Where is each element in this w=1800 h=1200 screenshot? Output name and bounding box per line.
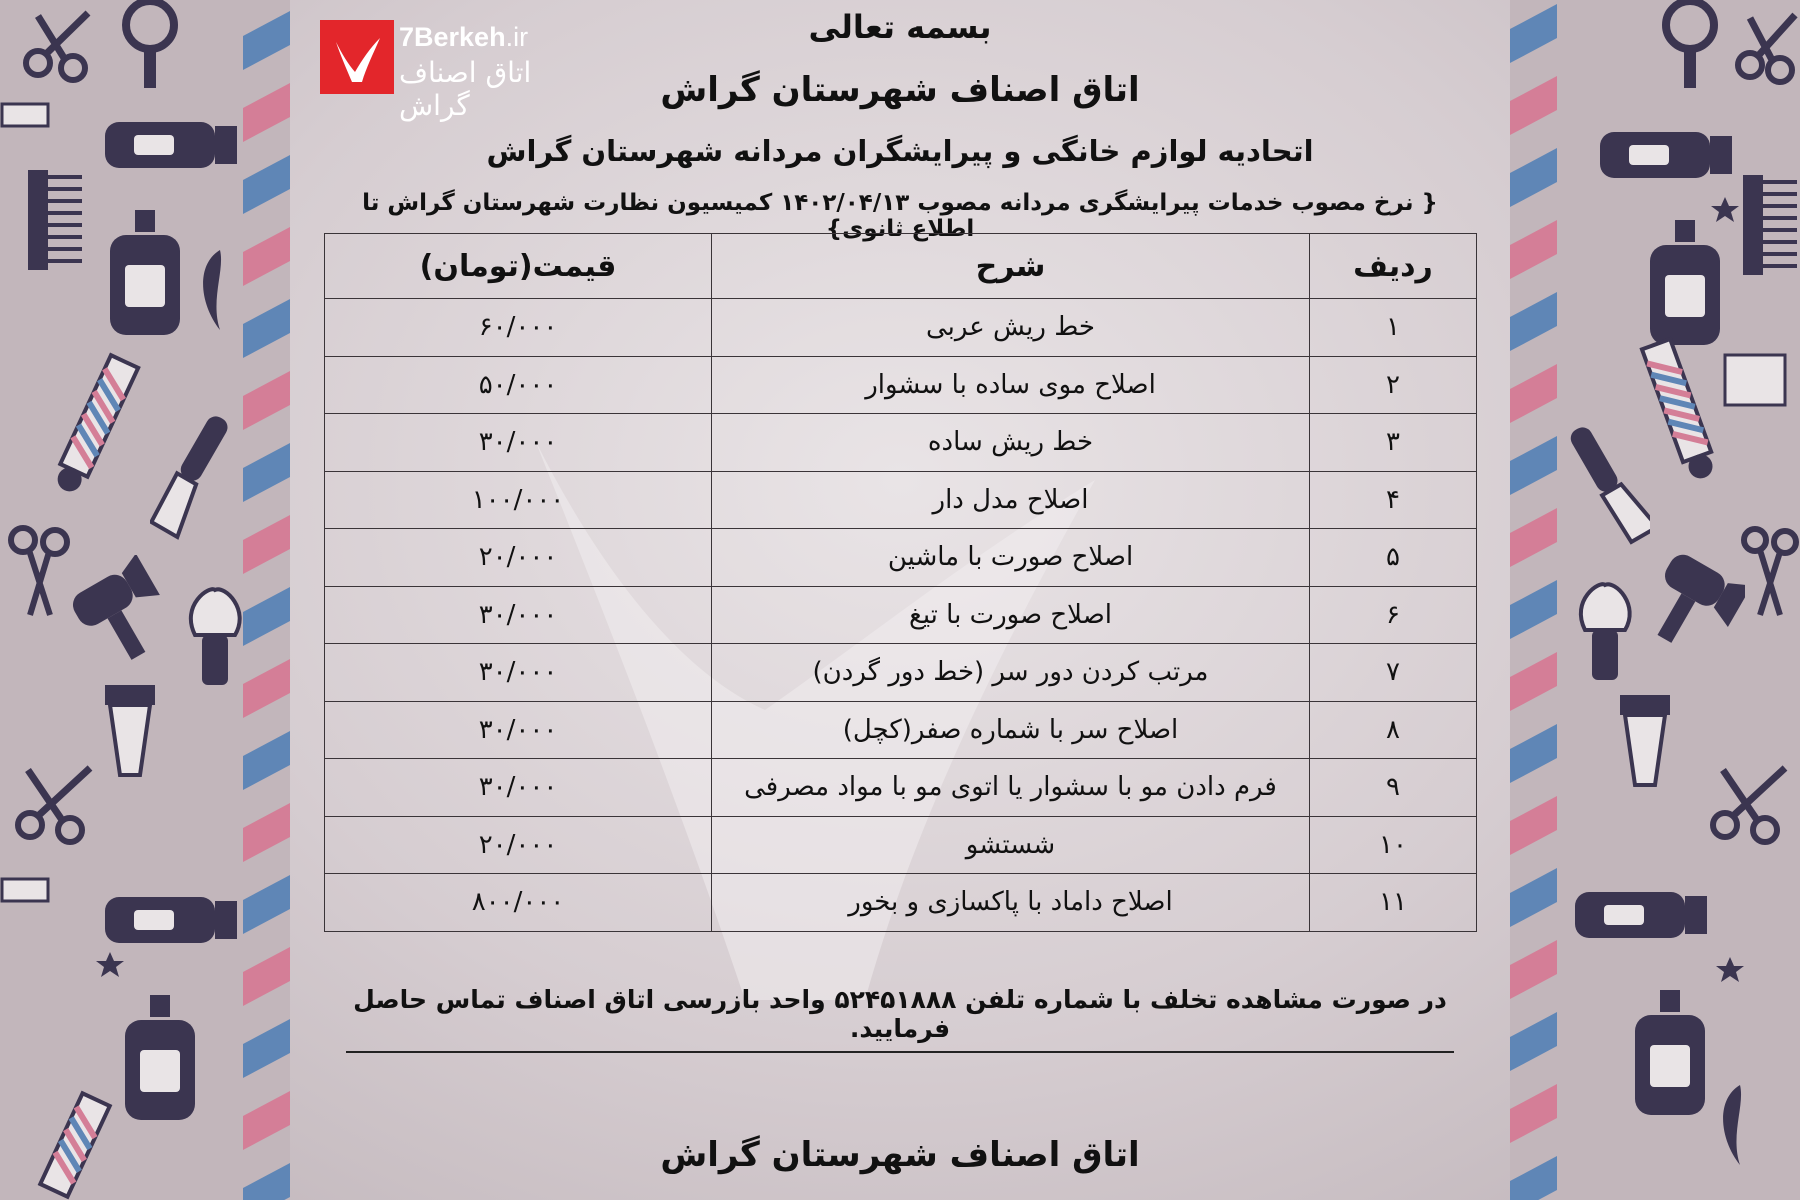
logo-site-name-bold: 7Berkeh — [399, 22, 506, 52]
service-price: ۲۰/۰۰۰ — [325, 529, 712, 587]
airmail-stripe — [1510, 76, 1557, 142]
service-price: ۱۰۰/۰۰۰ — [325, 471, 712, 529]
left-decorative-border — [0, 0, 290, 1200]
service-price: ۶۰/۰۰۰ — [325, 299, 712, 357]
mustache-icon — [1710, 1080, 1770, 1170]
airmail-stripe — [1510, 292, 1557, 358]
straight-razor-icon — [1570, 420, 1650, 550]
row-number: ۹ — [1310, 759, 1477, 817]
table-row — [325, 701, 1477, 759]
row-number: ۵ — [1310, 529, 1477, 587]
scissors-icon — [18, 8, 98, 88]
barber-pole-icon — [25, 1090, 125, 1200]
razor-blade-icon — [0, 100, 50, 130]
airmail-stripe — [243, 940, 290, 1006]
scissors-icon — [10, 760, 100, 850]
airmail-stripe — [1510, 724, 1557, 790]
row-number: ۴ — [1310, 471, 1477, 529]
hair-dryer-icon — [1645, 545, 1745, 655]
service-description: اصلاح صورت با ماشین — [712, 529, 1310, 587]
mirror-icon — [1650, 0, 1730, 90]
shaving-brush-icon — [1570, 580, 1640, 690]
header-row-number: ردیف — [1310, 234, 1477, 299]
table-row — [325, 586, 1477, 644]
row-number: ۳ — [1310, 414, 1477, 472]
service-price: ۳۰/۰۰۰ — [325, 701, 712, 759]
logo-subtitle: اتاق اصناف گراش — [399, 56, 532, 122]
airmail-stripe — [243, 1156, 290, 1200]
airmail-stripe — [1510, 1156, 1557, 1200]
cologne-bottle-icon — [110, 990, 210, 1130]
airmail-stripe — [1510, 1084, 1557, 1150]
airmail-stripe — [1510, 796, 1557, 862]
service-description: فرم دادن مو با سشوار یا اتوی مو با مواد مصرفی — [712, 759, 1310, 817]
service-price: ۸۰۰/۰۰۰ — [325, 874, 712, 932]
hair-clipper-icon — [100, 885, 240, 955]
mustache-icon — [190, 245, 250, 335]
row-number: ۱۱ — [1310, 874, 1477, 932]
invocation-title: بسمه تعالی — [808, 8, 992, 46]
scissors-icon — [1740, 520, 1800, 620]
star-icon — [1715, 955, 1745, 985]
row-number: ۱ — [1310, 299, 1477, 357]
airmail-stripe — [243, 508, 290, 574]
cologne-bottle-icon — [1620, 985, 1720, 1125]
price-table — [324, 233, 1477, 932]
airmail-stripe — [1510, 508, 1557, 574]
logo-site-name-suffix: .ir — [505, 22, 529, 52]
service-description: اصلاح موی ساده با سشوار — [712, 356, 1310, 414]
service-description: شستشو — [712, 816, 1310, 874]
airmail-stripe — [243, 724, 290, 790]
airmail-stripe — [243, 796, 290, 862]
hair-clipper-icon — [100, 110, 240, 180]
table-row — [325, 471, 1477, 529]
airmail-stripe — [243, 220, 290, 286]
airmail-stripe — [1510, 4, 1557, 70]
airmail-stripe — [243, 292, 290, 358]
row-number: ۶ — [1310, 586, 1477, 644]
razor-blade-icon — [1720, 350, 1790, 410]
airmail-stripe — [1510, 148, 1557, 214]
cologne-bottle-icon — [1610, 690, 1680, 790]
row-number: ۱۰ — [1310, 816, 1477, 874]
service-description: خط ریش ساده — [712, 414, 1310, 472]
service-price: ۲۰/۰۰۰ — [325, 816, 712, 874]
scissors-icon — [1705, 760, 1795, 850]
table-row — [325, 356, 1477, 414]
shaving-brush-icon — [180, 585, 250, 695]
table-row — [325, 874, 1477, 932]
hair-dryer-icon — [70, 555, 170, 665]
star-icon — [95, 950, 125, 980]
barber-pole-icon — [45, 345, 145, 505]
row-number: ۸ — [1310, 701, 1477, 759]
straight-razor-icon — [150, 410, 230, 540]
service-price: ۵۰/۰۰۰ — [325, 356, 712, 414]
airmail-stripe — [1510, 1012, 1557, 1078]
table-row — [325, 759, 1477, 817]
row-number: ۲ — [1310, 356, 1477, 414]
airmail-stripe — [243, 1084, 290, 1150]
row-number: ۷ — [1310, 644, 1477, 702]
hair-clipper-icon — [1595, 120, 1735, 190]
airmail-stripe — [1510, 364, 1557, 430]
service-description: اصلاح سر با شماره صفر(کچل) — [712, 701, 1310, 759]
airmail-stripe — [1510, 220, 1557, 286]
airmail-stripe — [243, 148, 290, 214]
service-description: اصلاح مدل دار — [712, 471, 1310, 529]
airmail-stripe — [243, 868, 290, 934]
airmail-stripe — [1510, 652, 1557, 718]
scissors-icon — [1730, 10, 1800, 90]
star-icon — [1710, 195, 1740, 225]
airmail-stripe — [243, 364, 290, 430]
airmail-stripe — [243, 1012, 290, 1078]
cologne-bottle-icon — [95, 205, 195, 345]
hair-clipper-icon — [1570, 880, 1710, 950]
airmail-stripe — [243, 652, 290, 718]
mirror-icon — [110, 0, 190, 90]
union-title: اتحادیه لوازم خانگی و پیرایشگران مردانه شهرستان گراش — [486, 134, 1314, 168]
airmail-stripe — [1510, 436, 1557, 502]
table-row — [325, 299, 1477, 357]
table-row — [325, 644, 1477, 702]
table-row — [325, 816, 1477, 874]
table-row — [325, 414, 1477, 472]
comb-icon — [1735, 170, 1800, 280]
footer-signature: اتاق اصناف شهرستان گراش — [660, 1135, 1140, 1175]
chamber-title: اتاق اصناف شهرستان گراش — [660, 70, 1140, 110]
airmail-stripe — [243, 4, 290, 70]
header-description: شرح — [712, 234, 1310, 299]
service-price: ۳۰/۰۰۰ — [325, 586, 712, 644]
table-header-row — [325, 234, 1477, 299]
airmail-stripe — [1510, 940, 1557, 1006]
price-list-subtitle: { نرخ مصوب خدمات پیرایشگری مردانه مصوب ۱۴۰۲/۰۴/۱۳ کمیسیون نظارت شهرستان گراش تا اطلاع ثانوی} — [362, 190, 1438, 242]
violation-notice: در صورت مشاهده تخلف با شماره تلفن ۵۲۴۵۱۸۸۸ واحد بازرسی اتاق اصناف تماس حاصل فرمایید. — [346, 985, 1454, 1053]
service-price: ۳۰/۰۰۰ — [325, 644, 712, 702]
airmail-stripe — [243, 436, 290, 502]
airmail-stripe — [1510, 868, 1557, 934]
cologne-bottle-icon — [95, 680, 165, 780]
service-description: اصلاح صورت با تیغ — [712, 586, 1310, 644]
airmail-stripe — [243, 76, 290, 142]
service-description: مرتب کردن دور سر (خط دور گردن) — [712, 644, 1310, 702]
airmail-stripe — [243, 580, 290, 646]
table-row — [325, 529, 1477, 587]
airmail-stripe — [1510, 580, 1557, 646]
header-price: قیمت(تومان) — [325, 234, 712, 299]
service-price: ۳۰/۰۰۰ — [325, 414, 712, 472]
right-decorative-border — [1510, 0, 1800, 1200]
scissors-icon — [5, 520, 75, 620]
comb-icon — [20, 165, 90, 275]
service-price: ۳۰/۰۰۰ — [325, 759, 712, 817]
service-description: اصلاح داماد با پاکسازی و بخور — [712, 874, 1310, 932]
razor-blade-icon — [0, 875, 50, 905]
service-description: خط ریش عربی — [712, 299, 1310, 357]
